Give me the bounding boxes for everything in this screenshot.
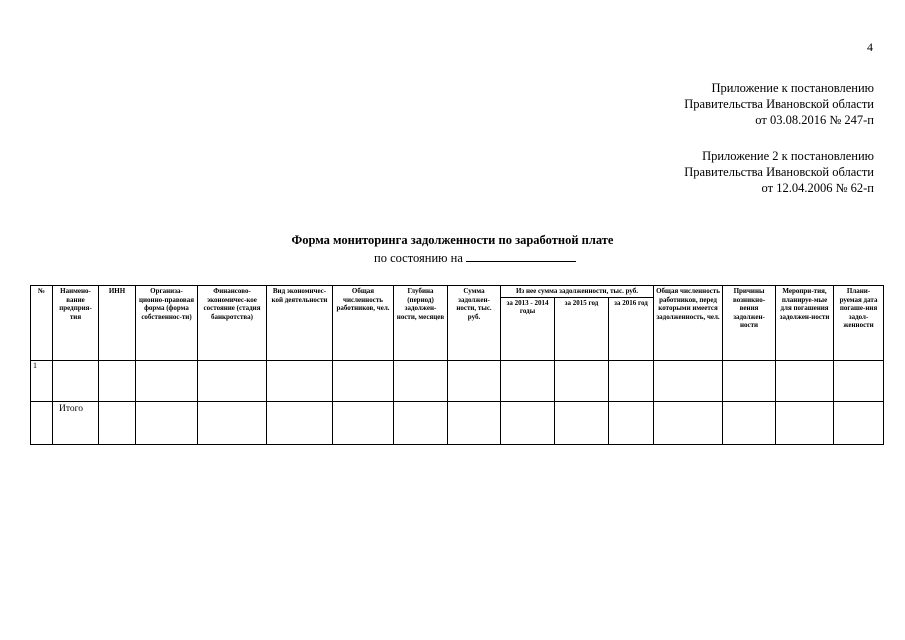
appendix-2-line-1: Приложение 2 к постановлению [702, 149, 874, 163]
total-depth-cell[interactable] [394, 401, 448, 444]
header-activity: Вид экономичес-кой деятельности [267, 286, 333, 361]
total-inn-cell[interactable] [99, 401, 136, 444]
row-1-legal-form-cell[interactable] [136, 360, 198, 401]
header-inn: ИНН [99, 286, 136, 361]
total-2016-cell[interactable] [609, 401, 654, 444]
header-reasons: Причины возникно-вения задолжен-ности [723, 286, 776, 361]
subheader-2015: за 2015 год [555, 297, 609, 360]
date-blank-line [466, 249, 576, 262]
row-1-num: 1 [31, 360, 53, 401]
header-planned-date: Плани-руемая дата погаше-ния задол-женности [834, 286, 884, 361]
header-breakdown: Из нее сумма задолженности, тыс. руб. [501, 286, 654, 298]
total-planned-date-cell[interactable] [834, 401, 884, 444]
table-header-row [31, 286, 884, 298]
header-depth: Глубина (период) задолжен-ности, месяцев [394, 286, 448, 361]
appendix-1-line-2: Правительства Ивановской области [684, 97, 874, 111]
total-activity-cell[interactable] [267, 401, 333, 444]
row-1-reasons-cell[interactable] [723, 360, 776, 401]
total-employees-cell[interactable] [333, 401, 394, 444]
appendix-reference-2 [684, 148, 874, 196]
header-legal-form: Организа-ционно-правовая форма (форма собственнос-ти) [136, 286, 198, 361]
total-debt-employees-cell[interactable] [654, 401, 723, 444]
monitoring-table [30, 285, 884, 445]
total-reasons-cell[interactable] [723, 401, 776, 444]
header-fin-state: Финансово-экономичес-кое состояние (стадия банкротства) [198, 286, 267, 361]
row-1-2013-cell[interactable] [501, 360, 555, 401]
row-1-2015-cell[interactable] [555, 360, 609, 401]
total-legal-form-cell[interactable] [136, 401, 198, 444]
subheader-2016: за 2016 год [609, 297, 654, 360]
header-amount: Сумма задолжен-ности, тыс. руб. [448, 286, 501, 361]
appendix-2-line-2: Правительства Ивановской области [684, 165, 874, 179]
appendix-reference-1 [684, 80, 874, 128]
row-1-fin-state-cell[interactable] [198, 360, 267, 401]
header-measures: Меропри-тия, планируе-мые для погашения задолжен-ности [776, 286, 834, 361]
total-fin-state-cell[interactable] [198, 401, 267, 444]
table-row-total [31, 401, 884, 444]
header-name: Наимено-вание предприя-тия [53, 286, 99, 361]
row-1-activity-cell[interactable] [267, 360, 333, 401]
table-row [31, 360, 884, 401]
appendix-1-line-1: Приложение к постановлению [711, 81, 874, 95]
total-amount-cell[interactable] [448, 401, 501, 444]
form-subtitle [0, 249, 905, 266]
header-debt-employees: Общая численность работников, перед которыми имеется задолженность, чел. [654, 286, 723, 361]
page-number: 4 [867, 40, 873, 54]
total-label: Итого [53, 401, 99, 444]
form-subtitle-text: по состоянию на [374, 251, 463, 265]
total-2013-cell[interactable] [501, 401, 555, 444]
total-measures-cell[interactable] [776, 401, 834, 444]
appendix-2-line-3: от 12.04.2006 № 62-п [761, 181, 874, 195]
subheader-2013-2014: за 2013 - 2014 годы [501, 297, 555, 360]
row-1-depth-cell[interactable] [394, 360, 448, 401]
row-1-planned-date-cell[interactable] [834, 360, 884, 401]
row-1-amount-cell[interactable] [448, 360, 501, 401]
row-1-measures-cell[interactable] [776, 360, 834, 401]
row-1-inn-cell[interactable] [99, 360, 136, 401]
appendix-1-line-3: от 03.08.2016 № 247-п [755, 113, 874, 127]
row-1-employees-cell[interactable] [333, 360, 394, 401]
total-2015-cell[interactable] [555, 401, 609, 444]
row-1-2016-cell[interactable] [609, 360, 654, 401]
row-1-debt-employees-cell[interactable] [654, 360, 723, 401]
form-title: Форма мониторинга задолженности по заработной плате [291, 233, 614, 247]
header-employees: Общая численность работников, чел. [333, 286, 394, 361]
row-1-name-cell[interactable] [53, 360, 99, 401]
header-num: № [31, 286, 53, 361]
total-num-cell [31, 401, 53, 444]
